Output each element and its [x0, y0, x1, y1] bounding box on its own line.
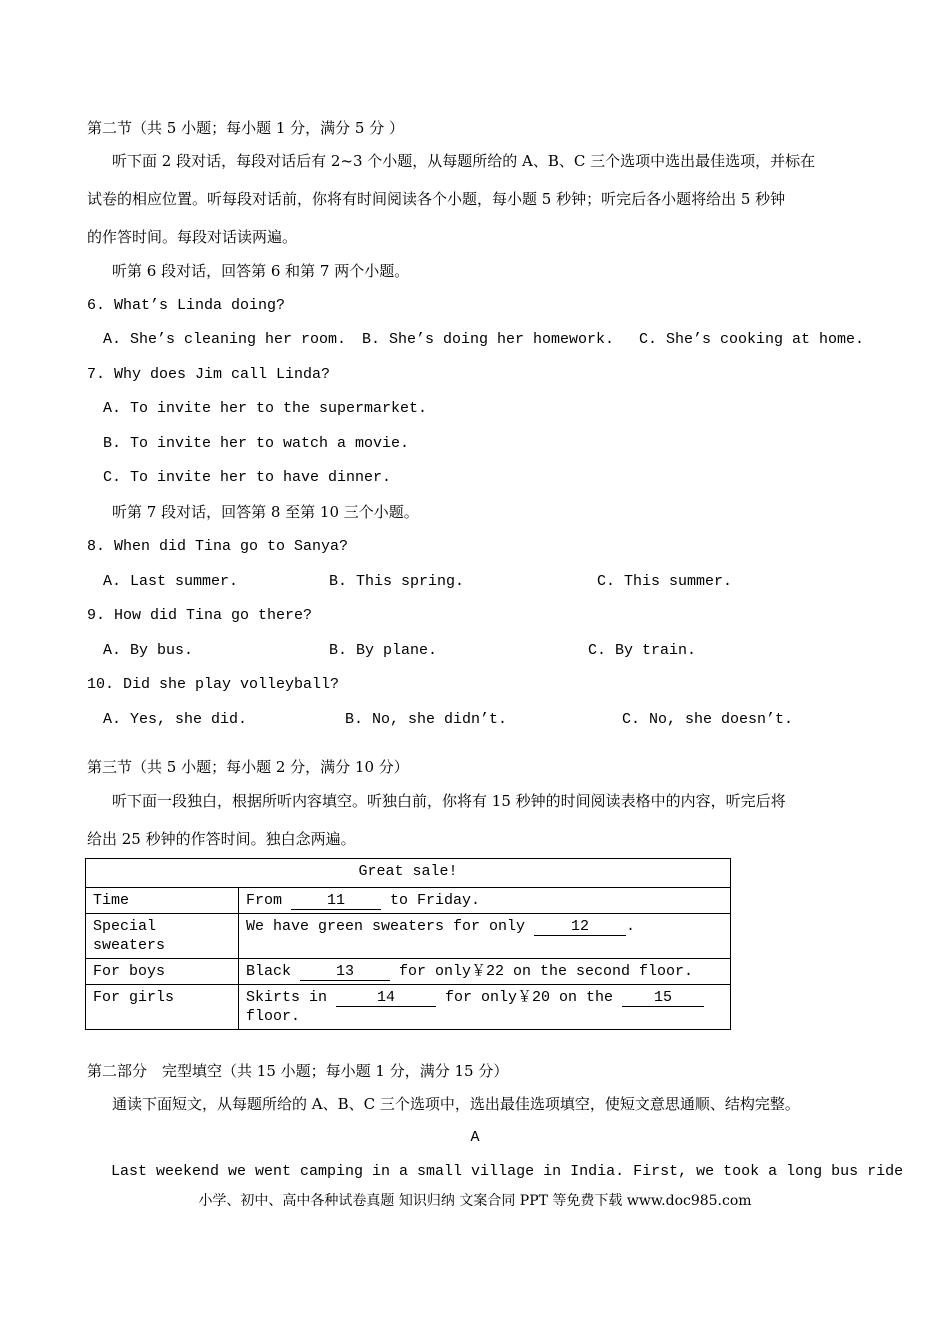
row-content — [239, 914, 731, 959]
answer-blank-15[interactable]: 15 — [622, 990, 704, 1007]
section2-instructions-line3: 的作答时间。每段对话读两遍。 — [87, 228, 298, 246]
passage-label: A — [470, 1129, 480, 1146]
row-content — [239, 888, 731, 914]
q9-option-a: A. By bus. — [103, 642, 194, 659]
q6-option-c: C. She’s cooking at home. — [639, 331, 865, 348]
row-content — [239, 985, 731, 1030]
row-text-mid: for only￥20 on the — [436, 989, 623, 1006]
q7-option-a: A. To invite her to the supermarket. — [103, 400, 428, 417]
row-label: Special sweaters — [86, 914, 239, 959]
row-label: Time — [86, 888, 239, 914]
question-9: 9. How did Tina go there? — [87, 607, 313, 624]
part2-instructions: 通读下面短文，从每题所给的 A、B、C 三个选项中，选出最佳选项填空，使短文意思通顺、结构完整。 — [112, 1095, 800, 1113]
answer-blank-11[interactable]: 11 — [291, 893, 381, 910]
section3-heading: 第三节（共 5 小题；每小题 2 分，满分 10 分） — [87, 758, 409, 776]
page-footer: 小学、初中、高中各种试卷真题 知识归纳 文案合同 PPT 等免费下载 www.doc985.com — [198, 1193, 752, 1209]
answer-blank-14[interactable]: 14 — [336, 990, 436, 1007]
row-text-post: . — [626, 918, 636, 935]
section3-instructions-line1: 听下面一段独白，根据所听内容填空。听独白前，你将有 15 秒钟的时间阅读表格中的内容，听完后将 — [112, 792, 786, 810]
section2-instructions-line2: 试卷的相应位置。听每段对话前，你将有时间阅读各个小题，每小题 5 秒钟；听完后各小题将给出 5 秒钟 — [87, 190, 786, 208]
q8-option-a: A. Last summer. — [103, 573, 239, 590]
row-text-pre: Black — [246, 963, 301, 980]
q10-option-c: C. No, she doesn’t. — [622, 711, 794, 728]
dialog7-intro: 听第 7 段对话，回答第 8 至第 10 三个小题。 — [112, 503, 419, 521]
q6-option-b: B. She’s doing her homework. — [362, 331, 615, 348]
question-7: 7. Why does Jim call Linda? — [87, 366, 331, 383]
q7-option-c: C. To invite her to have dinner. — [103, 469, 392, 486]
row-text-pre: From — [246, 892, 292, 909]
row-content — [239, 959, 731, 985]
question-8: 8. When did Tina go to Sanya? — [87, 538, 349, 555]
q7-option-b: B. To invite her to watch a movie. — [103, 435, 410, 452]
table-row — [86, 985, 731, 1030]
q6-option-a: A. She’s cleaning her room. — [103, 331, 347, 348]
q10-option-b: B. No, she didn’t. — [345, 711, 508, 728]
answer-blank-12[interactable]: 12 — [534, 919, 626, 936]
q10-option-a: A. Yes, she did. — [103, 711, 248, 728]
passage-line: Last weekend we went camping in a small village in India. First, we took a long bus ride — [111, 1163, 904, 1180]
sale-table — [85, 858, 731, 1030]
section3-instructions-line2: 给出 25 秒钟的作答时间。独白念两遍。 — [87, 830, 356, 848]
answer-blank-13[interactable]: 13 — [300, 964, 390, 981]
row-label: For girls — [86, 985, 239, 1030]
table-row — [86, 959, 731, 985]
section2-instructions-line1: 听下面 2 段对话，每段对话后有 2~3 个小题，从每题所给的 A、B、C 三个选项中选出最佳选项，并标在 — [112, 152, 816, 170]
table-row — [86, 888, 731, 914]
dialog6-intro: 听第 6 段对话，回答第 6 和第 7 两个小题。 — [112, 262, 410, 280]
q8-option-b: B. This spring. — [329, 573, 465, 590]
row-label: For boys — [86, 959, 239, 985]
q9-option-c: C. By train. — [588, 642, 697, 659]
question-10: 10. Did she play volleyball? — [87, 676, 340, 693]
section2-heading: 第二节（共 5 小题；每小题 1 分，满分 5 分 ） — [87, 119, 405, 137]
row-text-pre: We have green sweaters for only — [246, 918, 535, 935]
table-title: Great sale! — [86, 859, 731, 888]
q8-option-c: C. This summer. — [597, 573, 733, 590]
row-text-post: to Friday. — [381, 892, 481, 909]
row-text-post: for only￥22 on the second floor. — [390, 963, 694, 980]
q9-option-b: B. By plane. — [329, 642, 438, 659]
row-text-line2: floor. — [246, 1008, 301, 1025]
question-6: 6. What’s Linda doing? — [87, 297, 286, 314]
part2-heading: 第二部分 完型填空（共 15 小题；每小题 1 分，满分 15 分） — [87, 1062, 509, 1080]
row-text-pre: Skirts in — [246, 989, 337, 1006]
table-row — [86, 914, 731, 959]
